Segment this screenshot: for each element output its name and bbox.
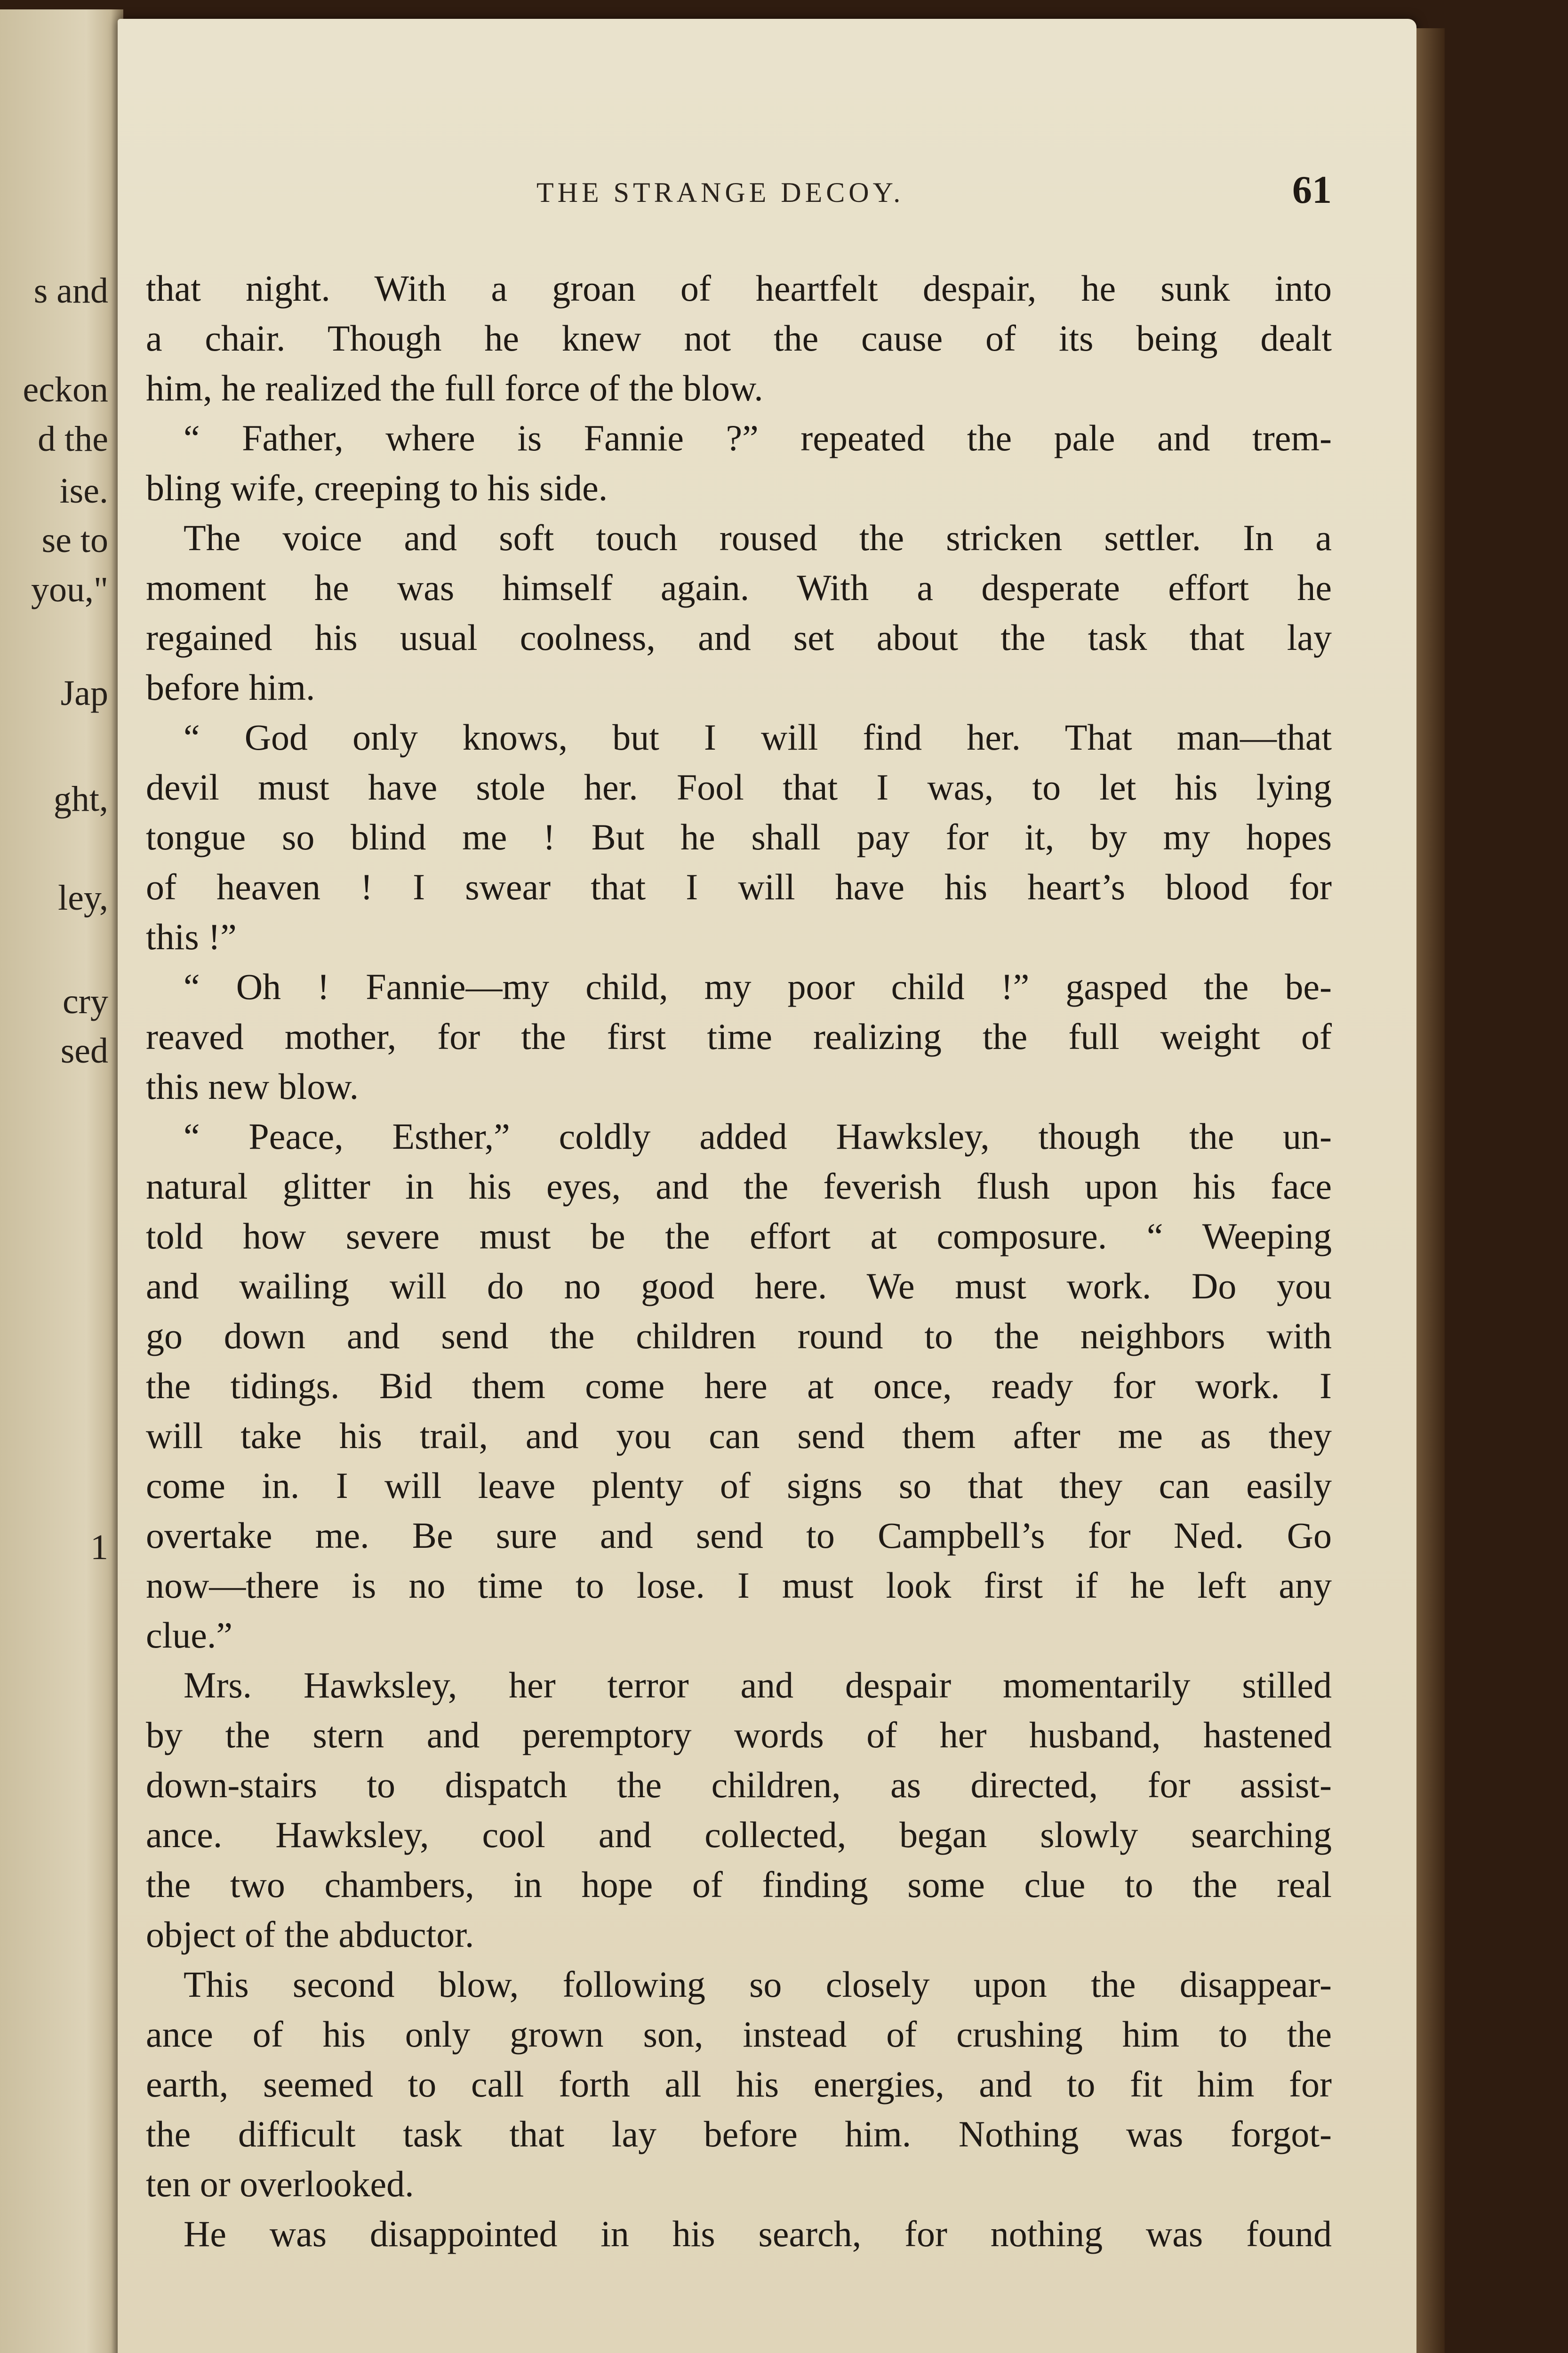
- text-line: now—there is no time to lose. I must look first if he left any: [146, 1565, 1332, 1606]
- text-line: This second blow, following so closely upon the disappear-: [184, 1964, 1332, 2005]
- text-line: “ Oh ! Fannie—my child, my poor child !” gasped the be-: [184, 966, 1332, 1007]
- page-body: [146, 264, 1332, 2259]
- text-line: down-stairs to dispatch the children, as directed, for assist-: [146, 1764, 1332, 1805]
- text-line: Mrs. Hawksley, her terror and despair momentarily stilled: [184, 1665, 1332, 1705]
- page-edge: [1416, 28, 1445, 2353]
- text-line: overtake me. Be sure and send to Campbell’s for Ned. Go: [146, 1515, 1332, 1556]
- facing-page-fragment: ght,: [53, 779, 108, 819]
- facing-page-edge: [0, 9, 123, 2353]
- text-line: come in. I will leave plenty of signs so that they can easily: [146, 1465, 1332, 1506]
- text-line: of heaven ! I swear that I will have his heart’s blood for: [146, 866, 1332, 907]
- text-line: him, he realized the full force of the blow.: [146, 368, 763, 408]
- text-line: go down and send the children round to the neighbors with: [146, 1315, 1332, 1356]
- text-line: earth, seemed to call forth all his energies, and to fit him for: [146, 2064, 1332, 2105]
- text-line: told how severe must be the effort at composure. “ Weeping: [146, 1216, 1332, 1257]
- text-line: the tidings. Bid them come here at once, ready for work. I: [146, 1365, 1332, 1406]
- text-line: the difficult task that lay before him. Nothing was forgot-: [146, 2113, 1332, 2154]
- facing-page-fragment: 1: [90, 1528, 108, 1567]
- text-line: “ God only knows, but I will find her. That man—that: [184, 717, 1332, 758]
- text-line: ance. Hawksley, cool and collected, began slowly searching: [146, 1814, 1332, 1855]
- text-line: object of the abductor.: [146, 1914, 474, 1955]
- text-line: this new blow.: [146, 1066, 359, 1107]
- facing-page-fragment: cry: [62, 982, 108, 1021]
- facing-page-fragment: you,": [31, 570, 108, 609]
- facing-page-fragment: d the: [38, 419, 108, 459]
- text-line: tongue so blind me ! But he shall pay for it, by my hopes: [146, 816, 1332, 857]
- page-header: [146, 167, 1332, 219]
- text-line: that night. With a groan of heartfelt despair, he sunk into: [146, 268, 1332, 309]
- text-line: natural glitter in his eyes, and the feverish flush upon his face: [146, 1166, 1332, 1207]
- running-head: THE STRANGE DECOY.: [536, 177, 904, 208]
- text-line: this !”: [146, 916, 237, 957]
- text-line: bling wife, creeping to his side.: [146, 467, 608, 508]
- facing-page-fragment: sed: [60, 1031, 108, 1071]
- text-line: “ Peace, Esther,” coldly added Hawksley, though the un-: [184, 1116, 1332, 1157]
- text-line: before him.: [146, 667, 315, 708]
- facing-page-fragment: Jap: [60, 673, 108, 713]
- facing-page-fragment: ley,: [58, 878, 108, 918]
- text-line: regained his usual coolness, and set about the task that lay: [146, 617, 1332, 658]
- text-line: a chair. Though he knew not the cause of its being dealt: [146, 318, 1332, 359]
- text-line: He was disappointed in his search, for nothing was found: [184, 2213, 1332, 2254]
- page-number: 61: [1292, 168, 1332, 212]
- text-line: devil must have stole her. Fool that I was, to let his lying: [146, 767, 1332, 808]
- facing-page-fragment: s and: [33, 271, 108, 311]
- text-line: “ Father, where is Fannie ?” repeated the pale and trem-: [184, 417, 1332, 458]
- facing-page-fragment: ise.: [59, 471, 108, 511]
- facing-page-fragment: eckon: [23, 370, 108, 409]
- text-line: clue.”: [146, 1615, 233, 1656]
- text-line: by the stern and peremptory words of her husband, hastened: [146, 1714, 1332, 1755]
- text-line: will take his trail, and you can send them after me as they: [146, 1415, 1332, 1456]
- text-line: moment he was himself again. With a desperate effort he: [146, 567, 1332, 608]
- text-line: The voice and soft touch roused the stricken settler. In a: [184, 517, 1332, 558]
- text-line: reaved mother, for the first time realizing the full weight of: [146, 1016, 1332, 1057]
- text-line: ten or overlooked.: [146, 2163, 414, 2204]
- text-line: and wailing will do no good here. We must work. Do you: [146, 1265, 1332, 1306]
- text-line: ance of his only grown son, instead of crushing him to the: [146, 2014, 1332, 2055]
- text-line: the two chambers, in hope of finding some clue to the real: [146, 1864, 1332, 1905]
- facing-page-fragment: se to: [41, 520, 108, 560]
